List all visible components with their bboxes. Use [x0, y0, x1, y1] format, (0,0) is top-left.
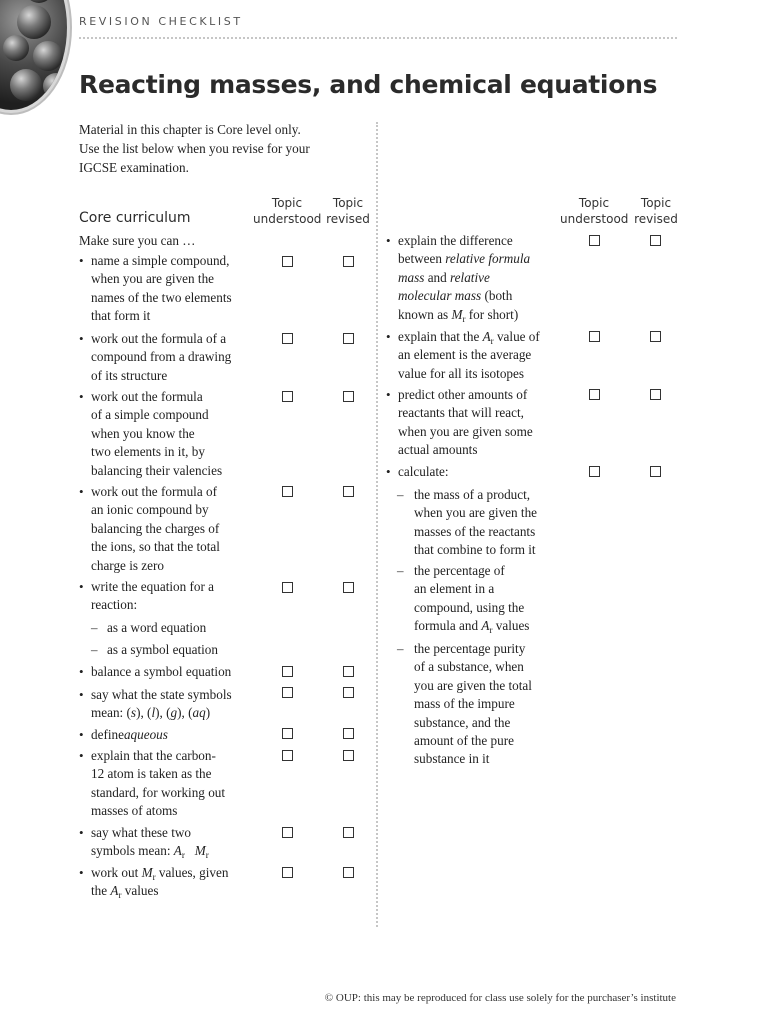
sub-item-text: [414, 640, 532, 769]
text-run: ), (: [136, 705, 152, 721]
item-line: amount of the pure: [414, 733, 514, 749]
understood-checkbox[interactable]: [589, 235, 600, 246]
lead-text: Make sure you can …: [79, 233, 196, 248]
item-line: when you are given the: [414, 505, 538, 521]
dash-glyph: –: [91, 642, 98, 657]
understood-checkbox[interactable]: [589, 389, 600, 400]
understood-checkbox[interactable]: [282, 582, 293, 593]
item-line: masses of the reactants: [414, 523, 536, 539]
checklist-item-text: [91, 686, 232, 723]
understood-checkbox[interactable]: [589, 331, 600, 342]
item-line: an element in a: [414, 581, 495, 597]
dash-glyph: –: [397, 563, 404, 578]
text-run: (both: [484, 288, 513, 304]
column-header-line: Topic: [640, 196, 672, 210]
item-line: value for all its isotopes: [398, 365, 524, 381]
revised-checkbox[interactable]: [343, 486, 354, 497]
text-run: M: [194, 843, 206, 859]
text-run: between: [398, 251, 442, 267]
item-line: when you are given the: [91, 271, 215, 287]
sub-item-text: as a word equation: [107, 620, 207, 635]
text-run: l: [151, 705, 156, 721]
understood-checkbox[interactable]: [589, 466, 600, 477]
revised-checkbox[interactable]: [650, 235, 661, 246]
item-line: [398, 269, 530, 287]
text-run: value of: [496, 329, 540, 344]
text-run: ), (: [177, 705, 193, 721]
text-run: known as: [398, 306, 449, 322]
checklist-item-text: [91, 330, 231, 385]
text-run: r: [152, 872, 156, 882]
column-header-line: Topic: [578, 196, 610, 210]
understood-checkbox[interactable]: [282, 687, 293, 698]
understood-checkbox[interactable]: [282, 827, 293, 838]
item-line: explain that the carbon-: [91, 748, 216, 763]
text-run: molecular mass: [398, 288, 482, 304]
item-line: mass of the impure: [414, 696, 515, 712]
checklist-item-text: [91, 824, 209, 861]
intro-line: IGCSE examination.: [79, 160, 189, 175]
item-line: of a simple compound: [91, 407, 209, 423]
text-run: define: [91, 727, 124, 742]
item-line: the mass of a product,: [414, 487, 531, 502]
bullet-glyph: •: [79, 748, 84, 763]
item-line: [398, 306, 530, 324]
item-line: an ionic compound by: [91, 502, 209, 518]
text-run: r: [489, 625, 493, 636]
text-run: values, given: [158, 865, 229, 880]
revised-checkbox[interactable]: [343, 827, 354, 838]
intro-line: Material in this chapter is Core level only.: [79, 122, 301, 137]
item-line: balancing the charges of: [91, 520, 220, 536]
revised-checkbox[interactable]: [343, 687, 354, 698]
item-line: reaction:: [91, 597, 138, 613]
checklist-item-text: [91, 864, 228, 901]
checklist-item-text: [398, 232, 530, 324]
revised-checkbox[interactable]: [343, 867, 354, 878]
sub-item-text: as a symbol equation: [107, 642, 218, 657]
item-line: [91, 842, 209, 860]
text-run: M: [141, 865, 153, 880]
text-run: g: [170, 705, 178, 721]
core-curriculum-heading: Core curriculum: [79, 210, 191, 226]
item-line: [91, 882, 228, 900]
column-header-line: Topic: [332, 196, 364, 210]
item-line: reactants that will react,: [398, 405, 524, 421]
understood-checkbox[interactable]: [282, 666, 293, 677]
column-header-line: revised: [326, 212, 370, 226]
item-line: charge is zero: [91, 557, 164, 573]
item-line: predict other amounts of: [398, 387, 528, 402]
checklist-item-text: balance a symbol equation: [91, 664, 232, 679]
item-line: two elements in it, by: [91, 444, 205, 460]
sub-item-text: [414, 562, 529, 636]
text-run: for short): [468, 306, 519, 322]
text-run: aq: [192, 705, 206, 721]
checklist-item-text: [398, 386, 533, 460]
dash-glyph: –: [397, 641, 404, 656]
bullet-glyph: •: [386, 464, 391, 479]
text-run: r: [181, 850, 185, 861]
revised-checkbox[interactable]: [650, 466, 661, 477]
revised-column-header: [322, 195, 374, 227]
checklist-item-text: [91, 388, 222, 480]
text-run: A: [110, 883, 119, 899]
header-divider: [79, 37, 677, 39]
item-line: work out the formula of a: [91, 331, 227, 346]
item-line: compound, using the: [414, 599, 525, 615]
revised-column-header: [630, 195, 682, 227]
checklist-item-text: [91, 252, 232, 326]
column-header-line: revised: [634, 212, 678, 226]
item-line: work out the formula of: [91, 484, 217, 499]
column-header-line: Topic: [271, 196, 303, 210]
item-line: [398, 250, 530, 268]
bullet-glyph: •: [79, 389, 84, 404]
text-run: relative formula: [445, 251, 531, 267]
understood-checkbox[interactable]: [282, 486, 293, 497]
understood-column-header: [253, 195, 321, 227]
understood-checkbox[interactable]: [282, 256, 293, 267]
section-label: REVISION CHECKLIST: [79, 15, 243, 28]
sub-item-text: [414, 486, 537, 560]
revised-checkbox[interactable]: [343, 582, 354, 593]
item-line: standard, for working out: [91, 784, 226, 800]
item-line: names of the two elements: [91, 289, 232, 305]
understood-checkbox[interactable]: [282, 333, 293, 344]
item-line: that combine to form it: [414, 542, 536, 558]
text-run: mass: [398, 269, 425, 285]
revised-checkbox[interactable]: [343, 333, 354, 344]
text-run: ), (: [155, 705, 171, 721]
item-line: substance in it: [414, 751, 490, 767]
item-line: explain the difference: [398, 233, 513, 248]
item-line: 12 atom is taken as the: [91, 766, 212, 782]
text-run: r: [462, 313, 466, 324]
item-line: say what these two: [91, 825, 191, 840]
item-line: actual amounts: [398, 442, 478, 458]
text-run: mean: (: [91, 705, 131, 721]
checklist-item-text: [91, 483, 220, 575]
item-line: when you know the: [91, 425, 195, 441]
item-line: [414, 617, 529, 635]
checklist-item-text: calculate:: [398, 464, 449, 479]
revised-checkbox[interactable]: [343, 391, 354, 402]
bullet-glyph: •: [79, 579, 84, 594]
text-run: ): [205, 705, 211, 721]
corner-molecule-image: [0, 0, 67, 110]
item-line: balancing their valencies: [91, 462, 223, 478]
bullet-glyph: •: [79, 865, 84, 880]
item-line: compound from a drawing: [91, 349, 232, 365]
text-run: work out: [91, 865, 139, 880]
text-run: values: [124, 883, 159, 899]
item-line: work out the formula: [91, 389, 203, 404]
checklist-item-text: [91, 578, 214, 615]
checklist-item-text: [91, 726, 168, 744]
checklist-item-text: [398, 328, 540, 383]
bullet-glyph: •: [79, 664, 84, 679]
bullet-glyph: •: [79, 331, 84, 346]
revised-checkbox[interactable]: [650, 331, 661, 342]
item-line: an element is the average: [398, 347, 532, 363]
column-header-line: understood: [560, 212, 629, 226]
bullet-glyph: •: [386, 387, 391, 402]
text-run: symbols mean:: [91, 843, 171, 859]
text-run: r: [490, 336, 494, 346]
item-line: when you are given some: [398, 423, 533, 439]
copyright-footer: © OUP: this may be reproduced for class use solely for the purchaser’s institute: [324, 992, 676, 1004]
dash-glyph: –: [397, 487, 404, 502]
bullet-glyph: •: [79, 687, 84, 702]
text-run: A: [482, 329, 491, 344]
dash-glyph: –: [91, 620, 98, 635]
bullet-glyph: •: [79, 253, 84, 268]
revised-checkbox[interactable]: [650, 389, 661, 400]
item-line: say what the state symbols: [91, 687, 232, 702]
text-run: explain that the: [398, 329, 480, 344]
text-run: r: [205, 850, 209, 861]
item-line: [398, 328, 540, 346]
text-run: M: [451, 306, 463, 322]
item-line: you are given the total: [414, 677, 532, 693]
bullet-glyph: •: [79, 825, 84, 840]
item-line: that form it: [91, 308, 151, 324]
text-run: values: [495, 618, 530, 634]
item-line: [91, 864, 228, 882]
item-line: of a substance, when: [414, 659, 524, 675]
bullet-glyph: •: [386, 329, 391, 344]
intro-text: [79, 120, 359, 177]
column-divider: [376, 122, 378, 927]
item-line: of its structure: [91, 367, 168, 383]
column-header-line: understood: [253, 212, 322, 226]
text-run: A: [481, 618, 490, 634]
bullet-glyph: •: [79, 727, 84, 742]
revised-checkbox[interactable]: [343, 750, 354, 761]
revised-checkbox[interactable]: [343, 666, 354, 677]
understood-checkbox[interactable]: [282, 728, 293, 739]
checklist-item-text: [91, 747, 225, 821]
item-line: substance, and the: [414, 714, 511, 730]
text-run: relative: [450, 269, 490, 285]
bullet-glyph: •: [79, 484, 84, 499]
text-run: A: [173, 843, 182, 859]
item-line: the percentage of: [414, 563, 505, 578]
item-line: the percentage purity: [414, 641, 526, 656]
item-line: [398, 287, 530, 305]
understood-column-header: [560, 195, 628, 227]
text-run: formula and: [414, 618, 479, 634]
understood-checkbox[interactable]: [282, 750, 293, 761]
item-line: [91, 704, 232, 722]
revised-checkbox[interactable]: [343, 728, 354, 739]
page-title: Reacting masses, and chemical equations: [79, 70, 658, 99]
revised-checkbox[interactable]: [343, 256, 354, 267]
intro-line: Use the list below when you revise for your: [79, 141, 310, 156]
understood-checkbox[interactable]: [282, 391, 293, 402]
bullet-glyph: •: [386, 233, 391, 248]
text-run: r: [118, 890, 122, 901]
understood-checkbox[interactable]: [282, 867, 293, 878]
text-run: aqueous: [123, 727, 168, 742]
item-line: name a simple compound,: [91, 253, 230, 268]
item-line: write the equation for a: [91, 579, 215, 594]
item-line: the ions, so that the total: [91, 539, 220, 555]
text-run: s: [130, 705, 137, 721]
text-run: the: [91, 883, 108, 899]
item-line: masses of atoms: [91, 803, 178, 819]
text-run: and: [427, 269, 447, 285]
